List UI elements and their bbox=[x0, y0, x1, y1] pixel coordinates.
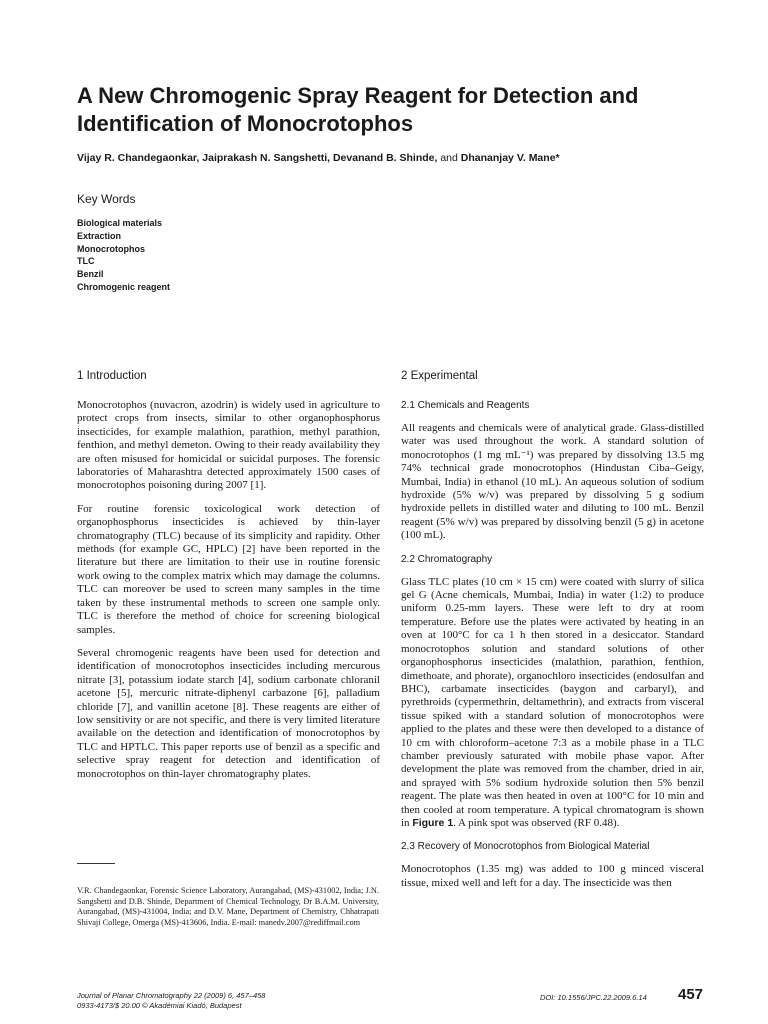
left-column bbox=[77, 368, 380, 791]
chromatography-heading: 2.2 Chromatography bbox=[401, 553, 493, 565]
author-last: Dhananjay V. Mane* bbox=[460, 152, 560, 164]
chromatography-paragraph bbox=[401, 576, 704, 831]
right-column bbox=[401, 368, 704, 900]
article-title: A New Chromogenic Spray Reagent for Detection and Identification of Monocrotophos bbox=[77, 83, 639, 136]
introduction-paragraph: For routine forensic toxicological work detection of organophosphorus insecticides is achieved by thin-layer chromatography (TLC) because of its simplicity and rapidity. Other methods (for example GC, HPLC) [2] have been reported in the literature but there are limitation to their use in routine forensic work owing to the complex matrix which may damage the columns. TLC can moreover be used to screen many samples in the time taken by these instrumental methods to screen one sample only. TLC is therefore the method of choice for screening biological samples. bbox=[77, 502, 380, 636]
keywords-heading: Key Words bbox=[77, 192, 136, 206]
keyword-item: Extraction bbox=[77, 230, 122, 241]
keywords-list bbox=[77, 217, 170, 294]
keyword-item: Monocrotophos bbox=[77, 243, 145, 254]
author-names: Vijay R. Chandegaonkar, Jaiprakash N. Sangshetti, Devanand B. Shinde, bbox=[77, 152, 438, 164]
doi-text[interactable]: DOI: 10.1556/JPC.22.2009.6.14 bbox=[540, 993, 647, 1002]
journal-citation bbox=[77, 991, 265, 1011]
author-line bbox=[77, 151, 717, 165]
keyword-item: Benzil bbox=[77, 269, 104, 280]
introduction-paragraph: Several chromogenic reagents have been used for detection and identification of monocrotophos insecticides including mercurous nitrate [3], potassium iodate starch [4], sodium carbonate chloranil acetone [5], mercuric nitrate-diphenyl carbazone [6], palladium chloride [7], and vanillin acetone [8]. These reagents are either of low sensitivity or are not specific, and there is very limited literature available on the detection and identification of monocrotophos by TLC and HPTLC. This paper reports use of benzil as a specific and selective spray reagent for detection and identification of monocrotophos on thin-layer chromatography plates. bbox=[77, 646, 380, 780]
footnote-divider bbox=[77, 863, 115, 864]
experimental-heading: 2 Experimental bbox=[401, 370, 478, 382]
recovery-heading: 2.3 Recovery of Monocrotophos from Biological Material bbox=[401, 841, 650, 853]
chromatography-tail: . A pink spot was observed (RF 0.48). bbox=[453, 816, 620, 829]
keyword-item: Biological materials bbox=[77, 218, 163, 228]
chemicals-paragraph: All reagents and chemicals were of analytical grade. Glass-distilled water was used throughout the work. A standard solution of monocrotophos (1 mg mL⁻¹) was prepared by dissolving 13.5 mg 74% technical grade monocrotophos (Hindustan Ciba–Geigy, Mumbai, India) in ethanol (10 mL). An aqueous solution of sodium hydroxide (5% w/v) was prepared by dissolving 5 g sodium hydroxide pellets in distilled water and diluting to 100 mL. Benzil reagent (5% w/v) was prepared by dissolving benzil (5 g) in acetone (100 mL). bbox=[401, 422, 704, 542]
author-conjunction: and bbox=[440, 152, 458, 164]
affiliation-footnote: V.R. Chandegaonkar, Forensic Science Laboratory, Aurangabad, (MS)-431002, India; J.N. Sangshetti and D.B. Shinde, Department of Chemical Technology, Dr B.A.M. University, Aurangabad, (MS)-431004, India; and D.V. Mane, Department of Chemistry, Chhatrapati Shivaji College, Omerga (MS)-413606, India. E-mail: manedv.2007@rediffmail.com bbox=[77, 886, 379, 927]
keyword-item: Chromogenic reagent bbox=[77, 281, 171, 292]
issn-line: 0933-4173/$ 20.00 © Akadémiai Kiadó, Budapest bbox=[77, 1001, 242, 1010]
chromatography-text: Glass TLC plates (10 cm × 15 cm) were coated with slurry of silica gel G (Acne chemicals, Mumbai, India) in water (1:2) to produce uniform 0.25-mm layers. These were left to dry at room temperature. Before use the plates were activated by heating in an oven at 100°C for ca 1 h then stored in a desiccator. Standard monocrotophos solution and standard solutions of other organophosphorus insecticides (malathion, parathion, fenthion, dimethoate, and phorate), organochloro insecticides (endosulfan and BHC), carbamate insecticides (baygon and carbaryl), and pyrethroids (cypermethrin, deltamethrin), and extracts from visceral tissue spiked with a standard solution of monocrotophos were applied to the plates and these were then developed to a distance of 10 cm with chloroform–acetone 7:3 as a mobile phase in a TLC chamber previously saturated with mobile phase vapor. After development the plate was removed from the chamber, dried in air, and sprayed with 5% sodium hydroxide solution then 5% benzil reagent. The plate was then heated in oven at 100°C for 10 min and then cooled at room temperature. A typical chromatogram is shown in bbox=[401, 575, 704, 829]
introduction-paragraph: Monocrotophos (nuvacron, azodrin) is widely used in agriculture to protect crops from insects, similar to other organophosphorus insecticides, for example malathion, parathion, methyl parathion, fenthion, and methyl demeton. Owing to their ready availability they are often misused for homicidal or suicidal purposes. The forensic laboratories of Maharashtra detected approximately 1500 cases of monocrotophos poisoning during 2007 [1]. bbox=[77, 399, 380, 492]
journal-reference: Journal of Planar Chromatography 22 (2009) 6, 457–458 bbox=[77, 991, 266, 1000]
chemicals-heading: 2.1 Chemicals and Reagents bbox=[401, 400, 530, 411]
keyword-item: TLC bbox=[77, 256, 95, 267]
page-number: 457 bbox=[678, 986, 704, 1003]
introduction-heading: 1 Introduction bbox=[77, 370, 147, 382]
figure-reference[interactable]: Figure 1 bbox=[412, 816, 454, 829]
recovery-paragraph: Monocrotophos (1.35 mg) was added to 100 g minced visceral tissue, mixed well and left for a day. The insecticide was then bbox=[401, 863, 704, 889]
